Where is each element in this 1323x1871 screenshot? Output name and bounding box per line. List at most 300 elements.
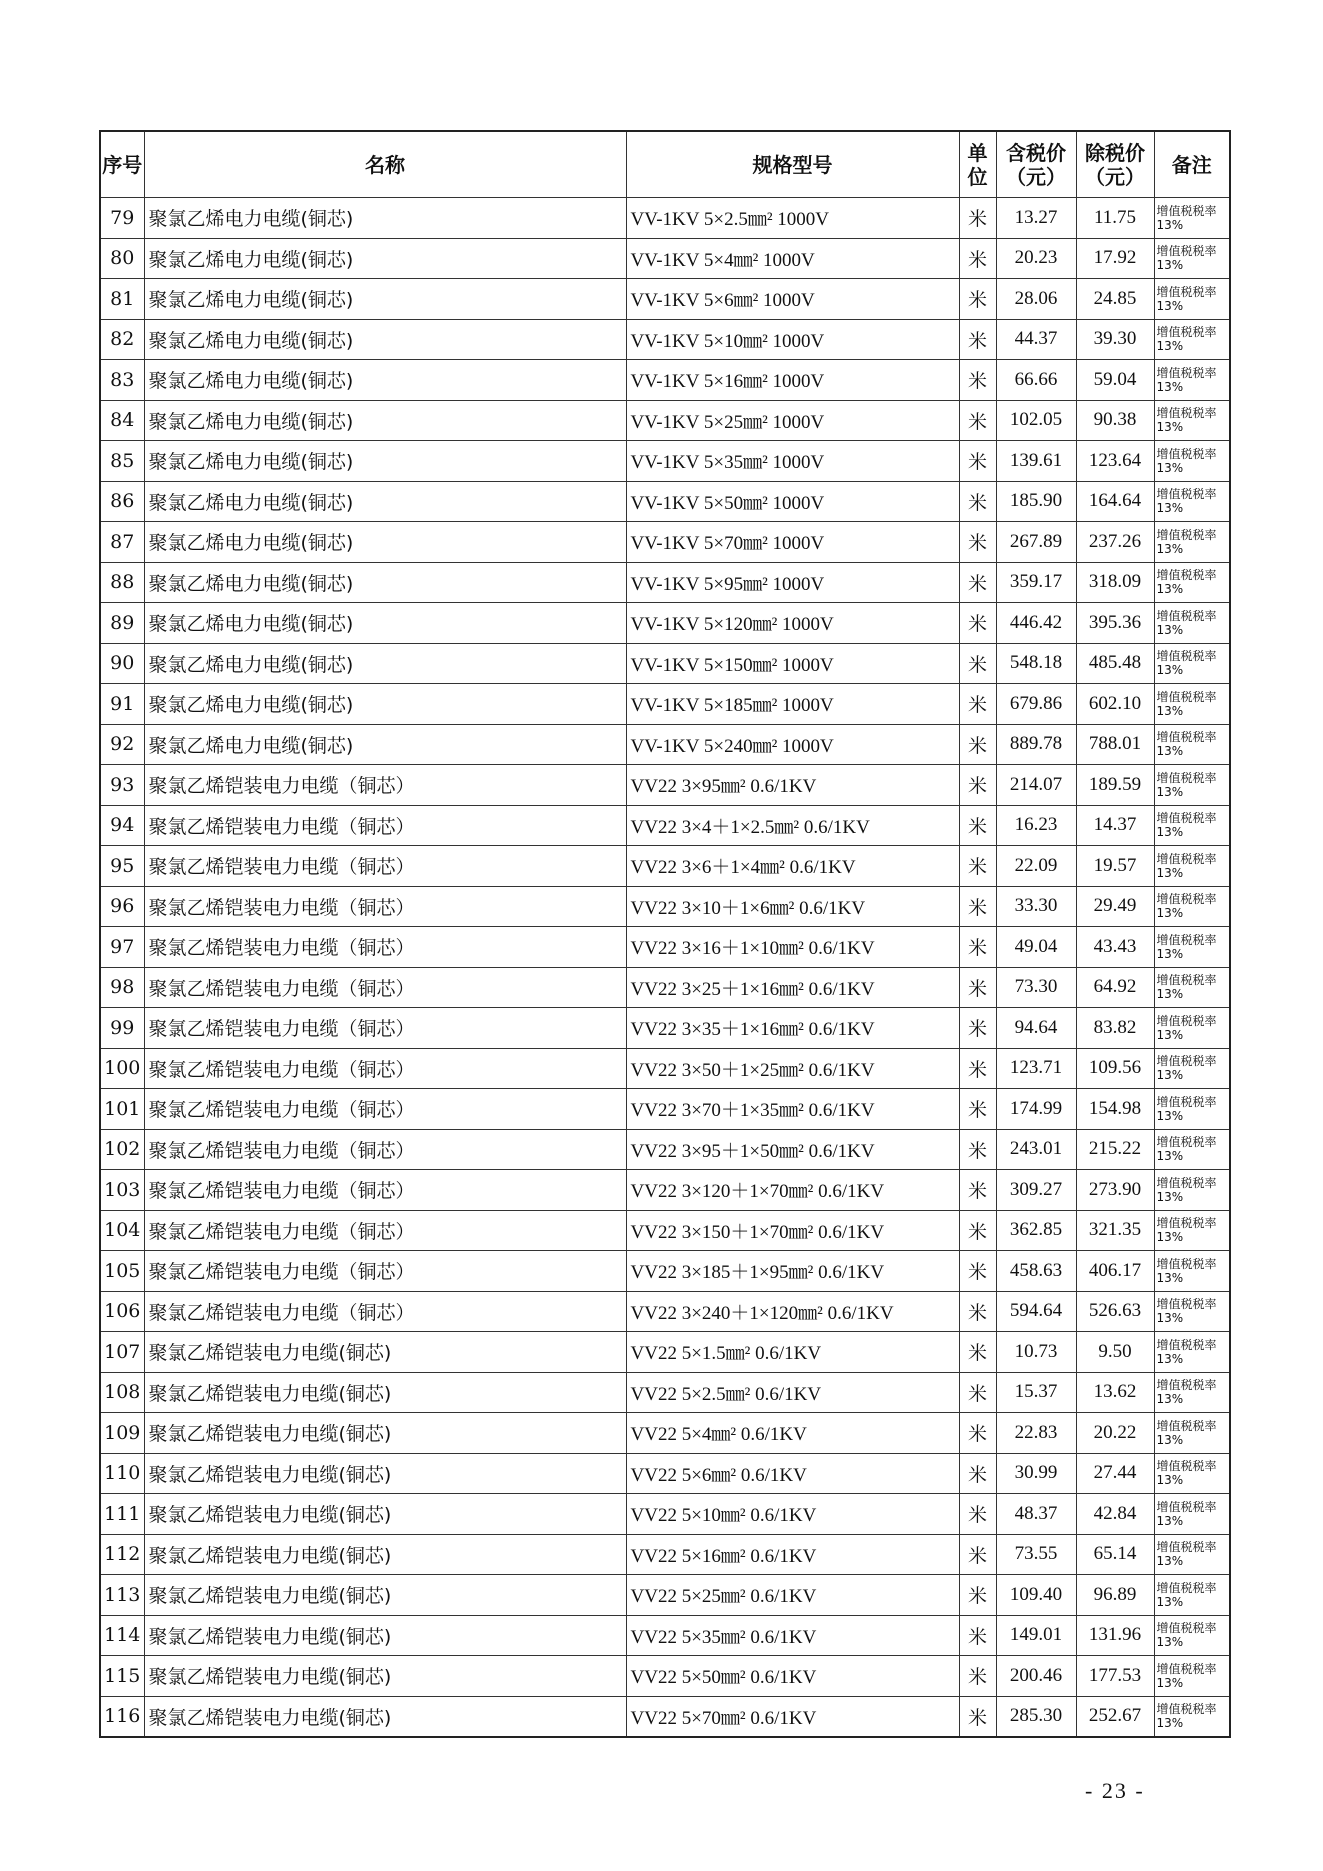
- table-row: [100, 1170, 1230, 1211]
- cell-index: 83: [100, 360, 144, 401]
- cell-price-with-tax: 94.64: [996, 1008, 1076, 1049]
- cell-remark: [1154, 441, 1230, 482]
- cell-price-with-tax: 30.99: [996, 1453, 1076, 1494]
- header-price-without-tax: 除税价（元）: [1076, 131, 1154, 198]
- cell-spec: VV22 5×35㎜² 0.6/1KV: [626, 1615, 959, 1656]
- cell-name: 聚氯乙烯电力电缆(铜芯): [144, 198, 626, 239]
- cell-remark: [1154, 1656, 1230, 1697]
- cell-spec: VV22 3×4＋1×2.5㎜² 0.6/1KV: [626, 805, 959, 846]
- cell-index: 87: [100, 522, 144, 563]
- cell-price-without-tax: 13.62: [1076, 1372, 1154, 1413]
- cell-remark: [1154, 238, 1230, 279]
- remark-tax-label: 增值税税率: [1156, 608, 1217, 623]
- cell-spec: VV22 5×25㎜² 0.6/1KV: [626, 1575, 959, 1616]
- cell-name: 聚氯乙烯电力电缆(铜芯): [144, 522, 626, 563]
- remark-tax-rate: 13%: [1156, 1594, 1184, 1609]
- cell-unit: 米: [959, 441, 996, 482]
- cell-index: 96: [100, 886, 144, 927]
- remark-tax-rate: 13%: [1156, 663, 1184, 678]
- cell-price-without-tax: 27.44: [1076, 1453, 1154, 1494]
- cell-index: 108: [100, 1372, 144, 1413]
- cell-unit: 米: [959, 522, 996, 563]
- cell-price-without-tax: 11.75: [1076, 198, 1154, 239]
- cell-price-with-tax: 20.23: [996, 238, 1076, 279]
- cell-remark: [1154, 1210, 1230, 1251]
- table-row: [100, 1575, 1230, 1616]
- remark-tax-label: 增值税税率: [1156, 973, 1217, 988]
- cell-unit: 米: [959, 360, 996, 401]
- cell-price-without-tax: 123.64: [1076, 441, 1154, 482]
- remark-tax-rate: 13%: [1156, 987, 1184, 1002]
- cell-price-with-tax: 243.01: [996, 1129, 1076, 1170]
- cell-remark: [1154, 805, 1230, 846]
- cell-name: 聚氯乙烯电力电缆(铜芯): [144, 481, 626, 522]
- cell-spec: VV22 5×16㎜² 0.6/1KV: [626, 1534, 959, 1575]
- cell-unit: 米: [959, 643, 996, 684]
- table-row: [100, 481, 1230, 522]
- cell-price-without-tax: 109.56: [1076, 1048, 1154, 1089]
- cell-name: 聚氯乙烯电力电缆(铜芯): [144, 400, 626, 441]
- cell-price-with-tax: 446.42: [996, 603, 1076, 644]
- cell-price-with-tax: 15.37: [996, 1372, 1076, 1413]
- header-remark: 备注: [1154, 131, 1230, 198]
- cell-name: 聚氯乙烯铠装电力电缆(铜芯): [144, 1696, 626, 1737]
- cell-unit: 米: [959, 805, 996, 846]
- remark-tax-rate: 13%: [1156, 1068, 1184, 1083]
- cell-name: 聚氯乙烯电力电缆(铜芯): [144, 603, 626, 644]
- cell-index: 79: [100, 198, 144, 239]
- cell-remark: [1154, 684, 1230, 725]
- cell-price-without-tax: 215.22: [1076, 1129, 1154, 1170]
- cell-spec: VV22 3×35＋1×16㎜² 0.6/1KV: [626, 1008, 959, 1049]
- remark-tax-label: 增值税税率: [1156, 284, 1217, 299]
- cell-name: 聚氯乙烯铠装电力电缆（铜芯）: [144, 765, 626, 806]
- cell-spec: VV-1KV 5×16㎜² 1000V: [626, 360, 959, 401]
- cell-spec: VV-1KV 5×240㎜² 1000V: [626, 724, 959, 765]
- table-row: [100, 684, 1230, 725]
- remark-tax-label: 增值税税率: [1156, 325, 1217, 340]
- table-body: [100, 198, 1230, 1738]
- cell-remark: [1154, 1615, 1230, 1656]
- header-unit: 单位: [959, 131, 996, 198]
- cell-unit: 米: [959, 1494, 996, 1535]
- cell-price-without-tax: 237.26: [1076, 522, 1154, 563]
- cell-spec: VV22 3×95㎜² 0.6/1KV: [626, 765, 959, 806]
- header-index: 序号: [100, 131, 144, 198]
- cell-price-with-tax: 49.04: [996, 927, 1076, 968]
- cell-price-with-tax: 548.18: [996, 643, 1076, 684]
- remark-tax-label: 增值税税率: [1156, 568, 1217, 583]
- cell-price-without-tax: 177.53: [1076, 1656, 1154, 1697]
- cell-remark: [1154, 1453, 1230, 1494]
- cell-spec: VV22 5×6㎜² 0.6/1KV: [626, 1453, 959, 1494]
- remark-tax-rate: 13%: [1156, 1149, 1184, 1164]
- cell-remark: [1154, 1534, 1230, 1575]
- cell-name: 聚氯乙烯铠装电力电缆（铜芯）: [144, 1008, 626, 1049]
- cell-remark: [1154, 522, 1230, 563]
- cell-index: 105: [100, 1251, 144, 1292]
- cell-unit: 米: [959, 1048, 996, 1089]
- remark-tax-rate: 13%: [1156, 1554, 1184, 1569]
- cell-spec: VV22 5×10㎜² 0.6/1KV: [626, 1494, 959, 1535]
- remark-tax-label: 增值税税率: [1156, 1013, 1217, 1028]
- cell-price-without-tax: 485.48: [1076, 643, 1154, 684]
- cell-spec: VV22 3×95＋1×50㎜² 0.6/1KV: [626, 1129, 959, 1170]
- cell-remark: [1154, 765, 1230, 806]
- cell-unit: 米: [959, 927, 996, 968]
- remark-tax-rate: 13%: [1156, 946, 1184, 961]
- cell-unit: 米: [959, 1372, 996, 1413]
- cell-price-with-tax: 200.46: [996, 1656, 1076, 1697]
- cell-index: 104: [100, 1210, 144, 1251]
- cell-index: 82: [100, 319, 144, 360]
- cell-name: 聚氯乙烯铠装电力电缆（铜芯）: [144, 1048, 626, 1089]
- remark-tax-rate: 13%: [1156, 1513, 1184, 1528]
- table-row: [100, 1089, 1230, 1130]
- cell-name: 聚氯乙烯铠装电力电缆(铜芯): [144, 1332, 626, 1373]
- remark-tax-label: 增值税税率: [1156, 1499, 1217, 1514]
- remark-tax-rate: 13%: [1156, 1392, 1184, 1407]
- table-row: [100, 724, 1230, 765]
- cell-price-with-tax: 73.55: [996, 1534, 1076, 1575]
- remark-tax-rate: 13%: [1156, 1716, 1184, 1731]
- remark-tax-rate: 13%: [1156, 339, 1184, 354]
- cell-remark: [1154, 1089, 1230, 1130]
- cell-unit: 米: [959, 198, 996, 239]
- cell-name: 聚氯乙烯电力电缆(铜芯): [144, 279, 626, 320]
- cell-spec: VV22 3×6＋1×4㎜² 0.6/1KV: [626, 846, 959, 887]
- cell-unit: 米: [959, 1251, 996, 1292]
- cell-price-with-tax: 149.01: [996, 1615, 1076, 1656]
- cell-name: 聚氯乙烯铠装电力电缆（铜芯）: [144, 846, 626, 887]
- remark-tax-rate: 13%: [1156, 825, 1184, 840]
- cell-remark: [1154, 481, 1230, 522]
- cell-price-with-tax: 267.89: [996, 522, 1076, 563]
- table-row: [100, 603, 1230, 644]
- table-header: [100, 131, 1230, 198]
- cell-index: 110: [100, 1453, 144, 1494]
- cell-unit: 米: [959, 1656, 996, 1697]
- cell-price-with-tax: 48.37: [996, 1494, 1076, 1535]
- cell-remark: [1154, 1170, 1230, 1211]
- cell-name: 聚氯乙烯铠装电力电缆（铜芯）: [144, 1129, 626, 1170]
- table-row: [100, 1372, 1230, 1413]
- table-row: [100, 1615, 1230, 1656]
- cell-unit: 米: [959, 1413, 996, 1454]
- remark-tax-label: 增值税税率: [1156, 1378, 1217, 1393]
- remark-tax-rate: 13%: [1156, 420, 1184, 435]
- cell-index: 80: [100, 238, 144, 279]
- cell-name: 聚氯乙烯铠装电力电缆(铜芯): [144, 1453, 626, 1494]
- table-row: [100, 1332, 1230, 1373]
- remark-tax-rate: 13%: [1156, 298, 1184, 313]
- cell-price-with-tax: 889.78: [996, 724, 1076, 765]
- remark-tax-label: 增值税税率: [1156, 770, 1217, 785]
- cell-remark: [1154, 198, 1230, 239]
- cell-unit: 米: [959, 765, 996, 806]
- cell-remark: [1154, 400, 1230, 441]
- table-row: [100, 1534, 1230, 1575]
- cell-name: 聚氯乙烯电力电缆(铜芯): [144, 360, 626, 401]
- cell-index: 95: [100, 846, 144, 887]
- cell-remark: [1154, 643, 1230, 684]
- remark-tax-label: 增值税税率: [1156, 1621, 1217, 1636]
- remark-tax-rate: 13%: [1156, 379, 1184, 394]
- cell-index: 89: [100, 603, 144, 644]
- cell-index: 103: [100, 1170, 144, 1211]
- cell-spec: VV22 5×2.5㎜² 0.6/1KV: [626, 1372, 959, 1413]
- cell-index: 99: [100, 1008, 144, 1049]
- table-row: [100, 279, 1230, 320]
- remark-tax-label: 增值税税率: [1156, 932, 1217, 947]
- table-row: [100, 927, 1230, 968]
- table-row: [100, 1048, 1230, 1089]
- cell-price-without-tax: 90.38: [1076, 400, 1154, 441]
- remark-tax-rate: 13%: [1156, 784, 1184, 799]
- header-row: [100, 131, 1230, 198]
- cell-name: 聚氯乙烯铠装电力电缆(铜芯): [144, 1494, 626, 1535]
- cell-remark: [1154, 1413, 1230, 1454]
- cell-spec: VV-1KV 5×50㎜² 1000V: [626, 481, 959, 522]
- cell-index: 86: [100, 481, 144, 522]
- table-row: [100, 886, 1230, 927]
- cell-index: 101: [100, 1089, 144, 1130]
- cell-spec: VV22 3×185＋1×95㎜² 0.6/1KV: [626, 1251, 959, 1292]
- table-row: [100, 360, 1230, 401]
- cell-remark: [1154, 724, 1230, 765]
- cell-spec: VV-1KV 5×4㎜² 1000V: [626, 238, 959, 279]
- cell-spec: VV-1KV 5×185㎜² 1000V: [626, 684, 959, 725]
- remark-tax-rate: 13%: [1156, 1311, 1184, 1326]
- cell-index: 90: [100, 643, 144, 684]
- cell-spec: VV-1KV 5×120㎜² 1000V: [626, 603, 959, 644]
- cell-spec: VV-1KV 5×2.5㎜² 1000V: [626, 198, 959, 239]
- remark-tax-label: 增值税税率: [1156, 244, 1217, 259]
- cell-unit: 米: [959, 481, 996, 522]
- cell-index: 98: [100, 967, 144, 1008]
- cell-index: 85: [100, 441, 144, 482]
- remark-tax-rate: 13%: [1156, 906, 1184, 921]
- cell-remark: [1154, 1372, 1230, 1413]
- cell-price-with-tax: 22.83: [996, 1413, 1076, 1454]
- cell-name: 聚氯乙烯电力电缆(铜芯): [144, 441, 626, 482]
- cell-unit: 米: [959, 1008, 996, 1049]
- cell-price-with-tax: 123.71: [996, 1048, 1076, 1089]
- cell-price-with-tax: 109.40: [996, 1575, 1076, 1616]
- table-row: [100, 1291, 1230, 1332]
- remark-tax-rate: 13%: [1156, 1473, 1184, 1488]
- cell-index: 111: [100, 1494, 144, 1535]
- cell-spec: VV22 5×70㎜² 0.6/1KV: [626, 1696, 959, 1737]
- cell-price-with-tax: 285.30: [996, 1696, 1076, 1737]
- cell-remark: [1154, 1291, 1230, 1332]
- cell-spec: VV22 5×50㎜² 0.6/1KV: [626, 1656, 959, 1697]
- cell-price-without-tax: 273.90: [1076, 1170, 1154, 1211]
- cell-name: 聚氯乙烯铠装电力电缆（铜芯）: [144, 967, 626, 1008]
- table-row: [100, 967, 1230, 1008]
- cell-price-with-tax: 13.27: [996, 198, 1076, 239]
- cell-price-without-tax: 65.14: [1076, 1534, 1154, 1575]
- cell-index: 97: [100, 927, 144, 968]
- cell-index: 114: [100, 1615, 144, 1656]
- remark-tax-label: 增值税税率: [1156, 446, 1217, 461]
- remark-tax-label: 增值税税率: [1156, 1418, 1217, 1433]
- cell-price-with-tax: 44.37: [996, 319, 1076, 360]
- cell-spec: VV22 5×1.5㎜² 0.6/1KV: [626, 1332, 959, 1373]
- remark-tax-label: 增值税税率: [1156, 1540, 1217, 1555]
- remark-tax-label: 增值税税率: [1156, 1661, 1217, 1676]
- cell-spec: VV-1KV 5×70㎜² 1000V: [626, 522, 959, 563]
- remark-tax-label: 增值税税率: [1156, 689, 1217, 704]
- cell-price-without-tax: 526.63: [1076, 1291, 1154, 1332]
- cell-remark: [1154, 846, 1230, 887]
- remark-tax-rate: 13%: [1156, 703, 1184, 718]
- cell-unit: 米: [959, 1170, 996, 1211]
- remark-tax-rate: 13%: [1156, 582, 1184, 597]
- cell-price-without-tax: 64.92: [1076, 967, 1154, 1008]
- remark-tax-label: 增值税税率: [1156, 487, 1217, 502]
- cell-index: 116: [100, 1696, 144, 1737]
- cell-remark: [1154, 562, 1230, 603]
- remark-tax-label: 增值税税率: [1156, 892, 1217, 907]
- cell-unit: 米: [959, 400, 996, 441]
- cell-price-without-tax: 395.36: [1076, 603, 1154, 644]
- cell-unit: 米: [959, 724, 996, 765]
- cell-remark: [1154, 1048, 1230, 1089]
- cell-name: 聚氯乙烯铠装电力电缆（铜芯）: [144, 927, 626, 968]
- remark-tax-label: 增值税税率: [1156, 1337, 1217, 1352]
- cell-unit: 米: [959, 1534, 996, 1575]
- cell-spec: VV-1KV 5×6㎜² 1000V: [626, 279, 959, 320]
- cell-unit: 米: [959, 562, 996, 603]
- cell-spec: VV-1KV 5×150㎜² 1000V: [626, 643, 959, 684]
- cell-price-with-tax: 359.17: [996, 562, 1076, 603]
- remark-tax-label: 增值税税率: [1156, 1094, 1217, 1109]
- cell-spec: VV22 3×70＋1×35㎜² 0.6/1KV: [626, 1089, 959, 1130]
- cell-index: 115: [100, 1656, 144, 1697]
- cell-name: 聚氯乙烯铠装电力电缆（铜芯）: [144, 1170, 626, 1211]
- cell-remark: [1154, 319, 1230, 360]
- table-row: [100, 1494, 1230, 1535]
- cell-remark: [1154, 1575, 1230, 1616]
- cell-unit: 米: [959, 886, 996, 927]
- cell-name: 聚氯乙烯铠装电力电缆（铜芯）: [144, 805, 626, 846]
- cell-price-without-tax: 83.82: [1076, 1008, 1154, 1049]
- cell-price-without-tax: 154.98: [1076, 1089, 1154, 1130]
- cell-spec: VV22 3×16＋1×10㎜² 0.6/1KV: [626, 927, 959, 968]
- table-row: [100, 1251, 1230, 1292]
- cell-remark: [1154, 360, 1230, 401]
- remark-tax-label: 增值税税率: [1156, 811, 1217, 826]
- remark-tax-rate: 13%: [1156, 1230, 1184, 1245]
- cell-price-with-tax: 22.09: [996, 846, 1076, 887]
- table-row: [100, 238, 1230, 279]
- table-row: [100, 1129, 1230, 1170]
- cell-price-without-tax: 19.57: [1076, 846, 1154, 887]
- cell-price-without-tax: 29.49: [1076, 886, 1154, 927]
- cell-name: 聚氯乙烯铠装电力电缆(铜芯): [144, 1534, 626, 1575]
- table-row: [100, 1413, 1230, 1454]
- cell-unit: 米: [959, 1210, 996, 1251]
- remark-tax-label: 增值税税率: [1156, 1054, 1217, 1069]
- cell-index: 107: [100, 1332, 144, 1373]
- remark-tax-label: 增值税税率: [1156, 1702, 1217, 1717]
- remark-tax-label: 增值税税率: [1156, 203, 1217, 218]
- cell-spec: VV22 3×120＋1×70㎜² 0.6/1KV: [626, 1170, 959, 1211]
- cell-unit: 米: [959, 603, 996, 644]
- remark-tax-label: 增值税税率: [1156, 1297, 1217, 1312]
- cell-unit: 米: [959, 1696, 996, 1737]
- table-row: [100, 441, 1230, 482]
- cell-index: 113: [100, 1575, 144, 1616]
- cell-name: 聚氯乙烯电力电缆(铜芯): [144, 724, 626, 765]
- cell-spec: VV22 3×150＋1×70㎜² 0.6/1KV: [626, 1210, 959, 1251]
- table-row: [100, 562, 1230, 603]
- remark-tax-label: 增值税税率: [1156, 1256, 1217, 1271]
- remark-tax-rate: 13%: [1156, 541, 1184, 556]
- cell-name: 聚氯乙烯电力电缆(铜芯): [144, 643, 626, 684]
- page-number: - 23 -: [1085, 1778, 1145, 1803]
- remark-tax-label: 增值税税率: [1156, 649, 1217, 664]
- cell-name: 聚氯乙烯铠装电力电缆（铜芯）: [144, 1089, 626, 1130]
- table-row: [100, 805, 1230, 846]
- price-table: [99, 130, 1231, 1738]
- cell-price-without-tax: 24.85: [1076, 279, 1154, 320]
- cell-price-without-tax: 9.50: [1076, 1332, 1154, 1373]
- cell-name: 聚氯乙烯电力电缆(铜芯): [144, 562, 626, 603]
- remark-tax-rate: 13%: [1156, 1635, 1184, 1650]
- cell-index: 91: [100, 684, 144, 725]
- cell-price-with-tax: 362.85: [996, 1210, 1076, 1251]
- cell-unit: 米: [959, 1615, 996, 1656]
- cell-price-with-tax: 679.86: [996, 684, 1076, 725]
- cell-price-with-tax: 10.73: [996, 1332, 1076, 1373]
- cell-unit: 米: [959, 1129, 996, 1170]
- cell-price-with-tax: 594.64: [996, 1291, 1076, 1332]
- cell-unit: 米: [959, 1575, 996, 1616]
- cell-index: 88: [100, 562, 144, 603]
- cell-spec: VV-1KV 5×10㎜² 1000V: [626, 319, 959, 360]
- cell-price-with-tax: 185.90: [996, 481, 1076, 522]
- cell-price-with-tax: 102.05: [996, 400, 1076, 441]
- table-row: [100, 1696, 1230, 1737]
- cell-price-with-tax: 33.30: [996, 886, 1076, 927]
- remark-tax-rate: 13%: [1156, 258, 1184, 273]
- cell-spec: VV22 5×4㎜² 0.6/1KV: [626, 1413, 959, 1454]
- cell-name: 聚氯乙烯铠装电力电缆(铜芯): [144, 1575, 626, 1616]
- cell-name: 聚氯乙烯电力电缆(铜芯): [144, 319, 626, 360]
- cell-remark: [1154, 1129, 1230, 1170]
- remark-tax-rate: 13%: [1156, 1351, 1184, 1366]
- cell-price-without-tax: 318.09: [1076, 562, 1154, 603]
- cell-name: 聚氯乙烯铠装电力电缆（铜芯）: [144, 1291, 626, 1332]
- cell-index: 112: [100, 1534, 144, 1575]
- cell-remark: [1154, 1696, 1230, 1737]
- cell-price-without-tax: 20.22: [1076, 1413, 1154, 1454]
- cell-price-with-tax: 16.23: [996, 805, 1076, 846]
- cell-spec: VV-1KV 5×25㎜² 1000V: [626, 400, 959, 441]
- cell-remark: [1154, 886, 1230, 927]
- cell-price-with-tax: 309.27: [996, 1170, 1076, 1211]
- cell-name: 聚氯乙烯铠装电力电缆（铜芯）: [144, 886, 626, 927]
- cell-price-without-tax: 131.96: [1076, 1615, 1154, 1656]
- cell-spec: VV22 3×240＋1×120㎜² 0.6/1KV: [626, 1291, 959, 1332]
- cell-name: 聚氯乙烯铠装电力电缆(铜芯): [144, 1413, 626, 1454]
- cell-remark: [1154, 603, 1230, 644]
- cell-remark: [1154, 1008, 1230, 1049]
- cell-spec: VV22 3×50＋1×25㎜² 0.6/1KV: [626, 1048, 959, 1089]
- table-row: [100, 1453, 1230, 1494]
